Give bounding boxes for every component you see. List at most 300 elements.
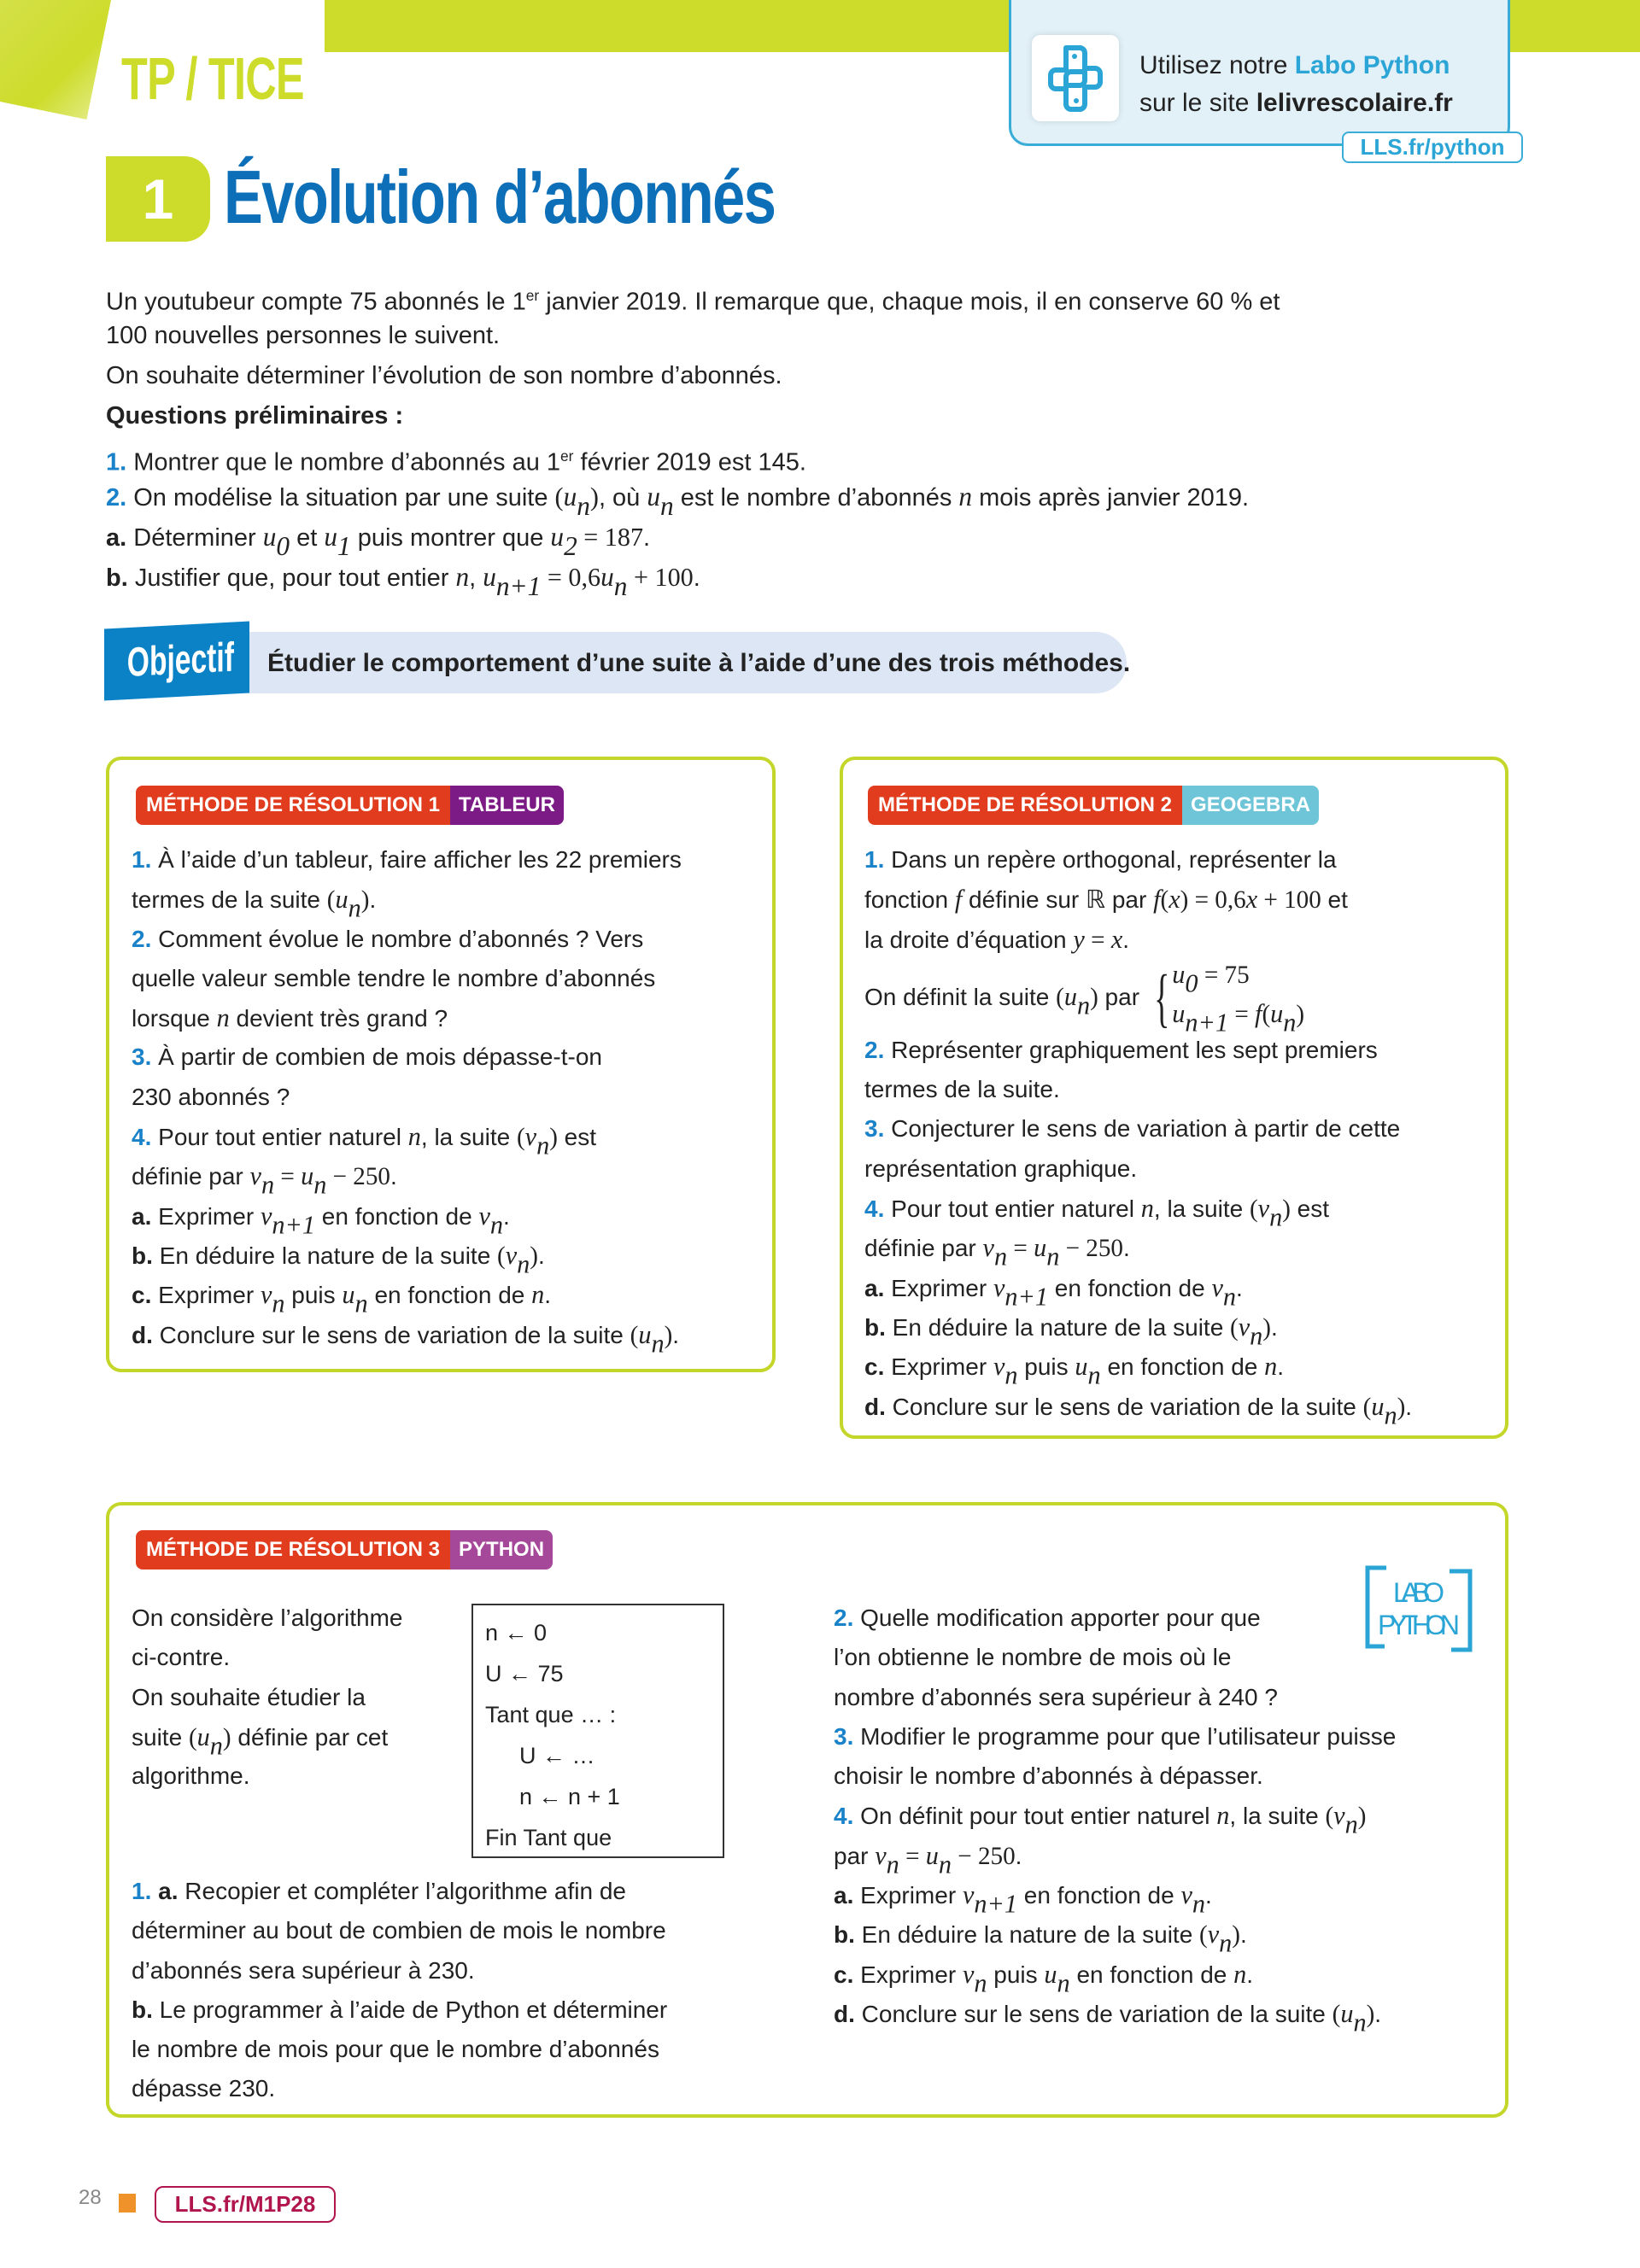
text: Conjecturer le sens de variation à partir de cette [884,1115,1401,1143]
text: . [1205,1882,1212,1909]
text: puis [284,1282,343,1309]
text: est le nombre d’abonnés [673,484,959,511]
math-variable: v [260,1280,272,1310]
math-text: = 75 [1198,961,1250,989]
bold-label: a. [864,1274,885,1301]
text-line [106,517,1280,561]
text-line [106,557,1280,601]
text: l’on obtienne le nombre de mois où le [834,1644,1232,1671]
math-text: + 100 [627,563,694,592]
objective-text: Étudier le comportement d’une suite à l’aide d’une des trois méthodes. [267,649,1131,677]
math-subscript: n [577,490,590,521]
text: termes de la suite [132,886,327,914]
text: nombre d’abonnés sera supérieur à 240 ? [834,1683,1278,1710]
math-paren: ) [549,1124,558,1152]
text: , la suite [1229,1803,1326,1830]
text-line [834,1955,1396,1998]
text-line [132,1757,403,1796]
text: Montrer que le nombre d’abonnés au 1 [126,448,561,476]
math-variable: u [1340,1998,1354,2028]
text: en fonction de [1048,1274,1212,1301]
text: . [1271,1313,1278,1341]
text: , [469,564,483,592]
python-logo-icon [1032,35,1119,121]
labo-python-link[interactable]: LLS.fr/python [1342,132,1523,163]
text: . [1374,2000,1382,2027]
text-line [834,1678,1396,1717]
math-variable: u [335,885,348,915]
math-variable: u [483,562,496,592]
math-term [497,1240,538,1279]
math-variable: v [993,1352,1005,1382]
math-subscript: 1 [337,530,351,561]
text: Exprimer [884,1353,993,1381]
text-line [864,1387,1413,1430]
text: et [290,524,325,552]
superscript: er [525,287,540,304]
question-number: 4. [864,1195,885,1223]
math-paren: ( [630,1321,639,1349]
math-text: = [1007,1235,1034,1263]
math-variable: v [505,1240,518,1270]
math-variable: u [647,482,661,511]
math-variable: v [1180,1880,1192,1910]
text-line [132,1196,682,1240]
math-paren: ( [326,886,336,915]
math-paren: ) [1397,1393,1406,1421]
text: On définit pour tout entier naturel [853,1803,1217,1830]
page-title: Évolution d’abonnés [224,155,776,239]
math-subscript: n [261,1170,275,1200]
math-paren: ( [188,1723,197,1751]
text-line [132,1872,667,1911]
math-subscript: n [1222,1282,1237,1312]
math-text: + 100 [1257,886,1321,915]
math-paren: ) [1090,983,1098,1011]
bold-label: a. [132,1202,152,1230]
text-line [864,1228,1412,1271]
text: . [1015,1842,1022,1869]
text-line [106,436,1280,476]
math-text: − 250 [326,1163,390,1191]
math-paren: ) [530,1242,538,1270]
math-subscript: n [613,570,628,601]
math-term [1172,959,1198,998]
text: lorsque [132,1005,217,1032]
text: . [544,1282,552,1309]
math-variable: v [1333,1801,1345,1831]
text: Représenter graphiquement les sept premiers [884,1036,1378,1063]
math-term [1230,1312,1271,1351]
math-subscript: n [938,1850,952,1879]
question-number: 1. [106,448,127,476]
bold-label: a. [834,1882,854,1909]
math-variable: n [531,1280,545,1310]
math-subscript: n [651,1329,665,1359]
math-term [1180,1880,1206,1919]
math-text: = [274,1163,302,1191]
text: . [672,1321,680,1348]
method-1-questions [132,840,682,1359]
question-number: 3. [834,1722,854,1750]
text: . [1122,1235,1130,1262]
math-paren: ) [1357,1803,1367,1831]
text: Un youtubeur compte 75 abonnés le 1 [106,288,526,316]
math-subscript: 0 [1185,968,1198,998]
text: . [538,1242,545,1269]
math-term [630,1319,673,1359]
text-line [132,1951,667,1990]
text: En déduire la nature de la suite [885,1313,1231,1341]
math-variable: u [342,1280,355,1310]
text-line [132,1638,403,1677]
math-variable: v [1238,1312,1250,1342]
text: quelle valeur semble tendre le nombre d’abonnés [132,964,656,991]
math-variable: u [196,1721,210,1751]
text-line [864,1307,1412,1351]
text: On définit la suite [864,983,1057,1010]
math-term [483,562,542,601]
math-subscript: n+1 [1004,1282,1048,1312]
math-paren: ( [1332,2000,1341,2028]
math-term [260,1201,315,1240]
math-term [1211,1272,1237,1312]
math-text: = [899,1842,926,1870]
intro-text [106,276,1280,601]
math-term [478,1201,504,1240]
math-paren: ( [497,1242,506,1270]
math-text: = [1084,926,1111,954]
math-paren: ( [1249,1195,1258,1224]
text: par [1098,983,1146,1010]
math-subscript: n [489,1210,504,1240]
text: Exprimer [151,1202,261,1230]
math-variable: x [1110,924,1123,954]
math-variable: x [1245,885,1258,915]
math-variable: u [1371,1391,1385,1421]
text-line [106,476,1280,521]
labo-python-stamp [1361,1564,1477,1653]
text-line [132,1599,403,1638]
bold-label: a. [151,1878,179,1904]
bold-label: c. [864,1353,885,1381]
algorithm-line: Tant que … : [485,1702,617,1727]
text-line [132,1315,682,1359]
text: d’abonnés sera supérieur à 230. [132,1956,475,1984]
math-term [962,1959,987,1998]
math-variable: u [1063,981,1077,1011]
text: En déduire la nature de la suite [854,1921,1200,1949]
math-paren: ( [1199,1921,1208,1949]
math-variable: u [1270,999,1284,1029]
text: , où [598,484,647,511]
method-3-questions [834,1599,1397,2037]
svg-text:PYTHON: PYTHON [1378,1610,1460,1640]
algorithm-box [472,1604,724,1858]
text: puis [987,1961,1045,1988]
text: février 2019 est 145. [573,448,806,476]
math-subscript: n [272,1289,285,1318]
labo-python-highlight: Labo Python [1294,51,1450,79]
math-variable: u [563,482,577,511]
math-subscript: n [1269,1202,1283,1232]
question-number: 3. [132,1043,152,1071]
text-line [132,1038,682,1077]
text: On souhaite étudier la [132,1683,366,1710]
text: en fonction de [367,1282,532,1309]
math-subscript: n [993,1242,1008,1271]
math-term [1325,1801,1367,1840]
math-variable: n [1140,1194,1154,1224]
math-subscript: n [1250,1321,1263,1351]
math-variable: u [324,522,338,552]
text: définie par [132,1163,250,1190]
math-paren: ( [1056,983,1064,1011]
math-variable: n [216,1003,230,1033]
math-variable: u [550,522,565,552]
text: Quelle modification apporter pour que [853,1605,1261,1631]
question-number: 2. [834,1605,854,1631]
text-line [834,1875,1396,1919]
bold-label: Questions préliminaires : [106,402,404,430]
text: algorithme. [132,1762,250,1790]
math-text: = 187 [577,523,644,552]
math-variable: v [1211,1272,1223,1302]
math-text: = [1228,1001,1256,1029]
text-line [864,880,1412,919]
text-line [132,998,682,1038]
text: janvier 2019. Il remarque que, chaque mois, il en conserve 60 % et [539,288,1280,316]
tool-tag-tableur: TABLEUR [450,786,564,825]
bold-label: b. [132,1996,153,2023]
superscript: er [560,447,574,465]
text: Conclure sur le sens de variation de la suite [152,1321,630,1348]
text: définie par [864,1235,983,1262]
page-link[interactable]: LLS.fr/M1P28 [155,2186,336,2223]
math-text: ( [1262,1001,1271,1029]
algorithm-line: Fin Tant que [485,1825,612,1850]
text: On souhaite déterminer l’évolution de son nombre d’abonnés. [106,362,782,389]
text: Exprimer [853,1882,963,1909]
math-term [925,1840,952,1879]
text: Recopier et compléter l’algorithme afin de [178,1878,626,1904]
math-term [1199,1920,1240,1958]
math-paren: ) [1262,1313,1271,1342]
math-subscript: n [1046,1242,1060,1271]
text: par [834,1842,876,1869]
text: la droite d’équation [864,926,1074,953]
algorithm-line: U ← 75 [485,1661,564,1686]
text-line [132,1078,682,1117]
text: représentation graphique. [864,1154,1138,1182]
text-line [132,2069,667,2108]
text: . [1236,1274,1243,1301]
math-variable: f [1255,999,1262,1029]
math-variable: n [1233,1959,1247,1989]
text: . [643,524,651,552]
text: . [503,1202,510,1230]
method-1-header [136,786,564,825]
labo-python-stamp-icon [1361,1564,1477,1653]
text: On modélise la situation par une suite [126,484,555,511]
tool-tag-geogebra: GEOGEBRA [1182,786,1319,825]
algorithm-line: U ← … [519,1743,595,1768]
text: 100 nouvelles personnes le suivent. [106,322,501,349]
bold-label: a. [106,524,127,552]
text: . [693,564,700,592]
question-number: 1. [132,1878,152,1904]
math-text: = 0,6 [541,563,601,592]
system-row [1172,959,1304,999]
text: Le programmer à l’aide de Python et déterminer [152,1996,668,2023]
site-name: lelivrescolaire.fr [1256,89,1453,117]
math-subscript: n [1219,1928,1233,1958]
text: On considère l’algorithme [132,1605,403,1631]
math-variable: v [260,1201,272,1230]
math-subscript: n [536,1131,550,1160]
text: . [390,1163,397,1190]
math-subscript: n [1384,1400,1397,1430]
math-variable: v [524,1122,537,1152]
math-subscript: n [1344,1810,1358,1840]
math-paren: ) [664,1321,673,1349]
text: termes de la suite. [864,1076,1060,1103]
question-number: 1. [864,846,885,873]
text: choisir le nombre d’abonnés à dépasser. [834,1762,1263,1790]
text: , la suite [420,1124,517,1151]
math-subscript: n+1 [1185,1008,1229,1038]
math-term [875,1840,899,1879]
math-term [262,522,290,561]
tool-tag-python: PYTHON [450,1530,553,1569]
math-term [962,1880,1017,1919]
text-line [106,316,1280,356]
math-paren: ( [516,1124,525,1152]
math-subscript: 0 [276,530,290,561]
text-line [834,1638,1396,1677]
math-term [260,1280,285,1318]
math-paren: ) [1366,2000,1375,2028]
math-term [1362,1391,1406,1430]
system-rows [1172,959,1304,1038]
text: À partir de combien de mois dépasse-t-on [151,1043,602,1071]
decorative-corner [0,0,111,120]
page-number: 28 [79,2186,102,2209]
math-variable: v [1207,1920,1220,1949]
math-term [1172,999,1229,1038]
text: . [1240,1921,1247,1949]
text: Conclure sur le sens de variation de la suite [885,1393,1363,1420]
math-subscript: n [1004,1360,1018,1390]
text-line [864,920,1412,959]
math-variable: n [407,1122,421,1152]
text-line [132,1717,403,1761]
text-line [834,1994,1396,2037]
math-variable: u [1172,999,1186,1029]
text: Dans un repère orthogonal, représenter la [884,846,1337,873]
math-term [342,1280,368,1318]
math-subscript: n [660,490,674,521]
math-variable: x [1168,885,1180,915]
text: Modifier le programme pour que l’utilisateur puisse [853,1722,1397,1750]
math-text: − 250 [1059,1235,1123,1263]
math-variable: n [958,482,973,511]
text-line [132,1911,667,1950]
text-line [864,1268,1412,1312]
math-variable: u [638,1319,652,1349]
math-term [647,482,674,521]
math-subscript: n [1057,1968,1070,1998]
text: par [1105,886,1154,914]
text-line [834,1836,1396,1879]
method-2-questions [864,840,1413,1430]
math-term [993,1352,1018,1390]
text-line [132,1156,682,1200]
text: en fonction de [1017,1882,1181,1909]
math-term [301,1161,327,1200]
method-3-intro [132,1599,403,1796]
text-line [132,840,682,880]
math-subscript: n [1087,1360,1101,1390]
math-variable: u [301,1161,314,1191]
bold-label: c. [132,1282,152,1309]
text: Déterminer [126,524,263,552]
bold-label: b. [106,564,128,592]
method-2-header [868,786,1319,825]
math-paren: ) [1282,1195,1291,1224]
math-subscript: n [209,1731,223,1761]
math-paren: ( [1325,1803,1334,1831]
labo-text: Utilisez notre [1139,51,1295,79]
math-term [600,562,628,601]
math-term [554,482,599,521]
math-subscript: n [348,893,361,923]
text: et [1321,886,1348,914]
brace-symbol: { [1153,962,1170,1035]
text-line [132,1275,682,1318]
text-line [132,2030,667,2069]
objective-label [104,622,249,701]
text: définie sur [962,886,1086,914]
text-line [132,959,682,998]
text: . [1246,1961,1254,1988]
question-number: 2. [864,1036,885,1063]
math-term [324,522,351,561]
math-variable: u [600,562,614,592]
math-term [1075,1352,1101,1390]
section-label: TP / TICE [121,45,304,112]
labo-python-text [1139,47,1453,122]
math-text: ( [1160,886,1169,915]
math-subscript: n [1283,1008,1297,1038]
math-variable: v [249,1161,261,1191]
svg-text:LABO: LABO [1393,1577,1444,1608]
math-term [1270,999,1297,1038]
question-number: 4. [834,1803,854,1830]
math-variable: n [455,562,470,592]
math-variable: u [262,522,277,552]
math-text: − 250 [952,1842,1016,1870]
math-term [550,522,577,561]
bold-label: d. [132,1321,153,1348]
text-line [864,840,1412,880]
math-subscript: n [1192,1889,1206,1919]
text: dépasse 230. [132,2075,276,2102]
math-paren: ) [222,1723,231,1751]
text: le nombre de mois pour que le nombre d’abonnés [132,2036,659,2063]
text: Justifier que, pour tout entier [127,564,456,592]
math-variable: y [1073,924,1085,954]
